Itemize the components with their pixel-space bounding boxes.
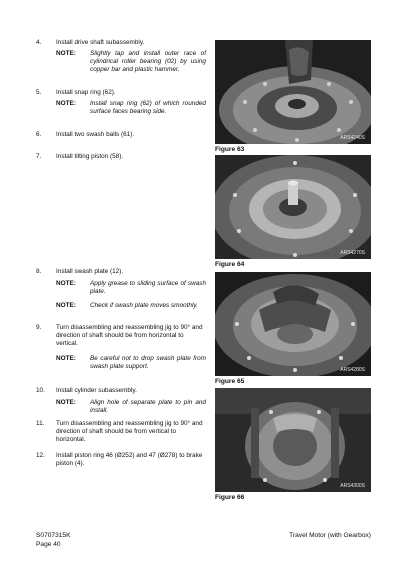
note-text: Check if swash plate moves smoothly.	[90, 302, 198, 309]
figure-caption: Figure 65	[215, 378, 245, 385]
figure-66	[215, 388, 371, 501]
step-number: 11.	[36, 420, 45, 427]
figure-65	[215, 272, 371, 385]
step-text: Install swash plate (12).	[56, 268, 124, 275]
figure-64	[215, 155, 371, 268]
step-text: Install piston ring 46 (Ø252) and 47 (Ø278) to brake piston (4).	[56, 452, 203, 468]
step-number: 10.	[36, 387, 45, 394]
step-text: Turn disassembling and reassembling jig to 90° and direction of shaft should be from vertical to horizontal.	[56, 420, 203, 444]
step-number: 8.	[36, 268, 42, 275]
figure-63	[215, 40, 371, 153]
note-text: Be careful not to drop swash plate from swash plate support.	[90, 355, 206, 371]
note-label: NOTE:	[56, 280, 76, 287]
step-text: Install snap ring (62).	[56, 89, 116, 96]
step-number: 6.	[36, 131, 42, 138]
footer-section-title: Travel Motor (with Gearbox)	[289, 532, 371, 539]
step-text: Install tilting piston (58).	[56, 153, 124, 160]
step-text: Install two swash balls (61).	[56, 131, 135, 138]
figure-code: ARS4280S	[340, 367, 365, 373]
note-label: NOTE:	[56, 100, 76, 107]
footer-page-number: Page 40	[36, 541, 61, 548]
step-number: 12.	[36, 452, 45, 459]
figure-65-photo	[215, 272, 371, 376]
figure-64-photo	[215, 155, 371, 259]
step-text: Install drive shaft subassembly.	[56, 39, 145, 46]
note-label: NOTE:	[56, 355, 76, 362]
step-number: 5.	[36, 89, 42, 96]
figure-code: ARS4270S	[340, 250, 365, 256]
step-number: 4.	[36, 39, 42, 46]
note-label: NOTE:	[56, 50, 76, 57]
step-text: Install cylinder subassembly.	[56, 387, 137, 394]
figure-caption: Figure 66	[215, 494, 245, 501]
note-text: Slightly tap and install outer race of cylindrical roller bearing (02) by using copper bar and plastic hammer.	[90, 50, 206, 74]
figure-66-photo	[215, 388, 371, 492]
footer-doc-number: S0707315K	[36, 532, 71, 539]
figure-caption: Figure 63	[215, 146, 245, 153]
note-text: Apply grease to sliding surface of swash plate.	[90, 280, 206, 296]
note-label: NOTE:	[56, 302, 76, 309]
note-label: NOTE:	[56, 399, 76, 406]
figure-caption: Figure 64	[215, 261, 245, 268]
step-text: Turn disassembling and reassembling jig to 90° and direction of shaft should be from horizontal to vertical.	[56, 324, 203, 348]
note-text: Install snap ring (62) of which rounded surface faces bearing side.	[90, 100, 206, 116]
step-number: 9.	[36, 324, 42, 331]
figure-code: ARS4300S	[340, 483, 365, 489]
note-text: Align hole of separate plate to pin and install.	[90, 399, 206, 415]
figure-63-photo	[215, 40, 371, 144]
figure-code: ARS4240S	[340, 135, 365, 141]
step-number: 7.	[36, 153, 42, 160]
